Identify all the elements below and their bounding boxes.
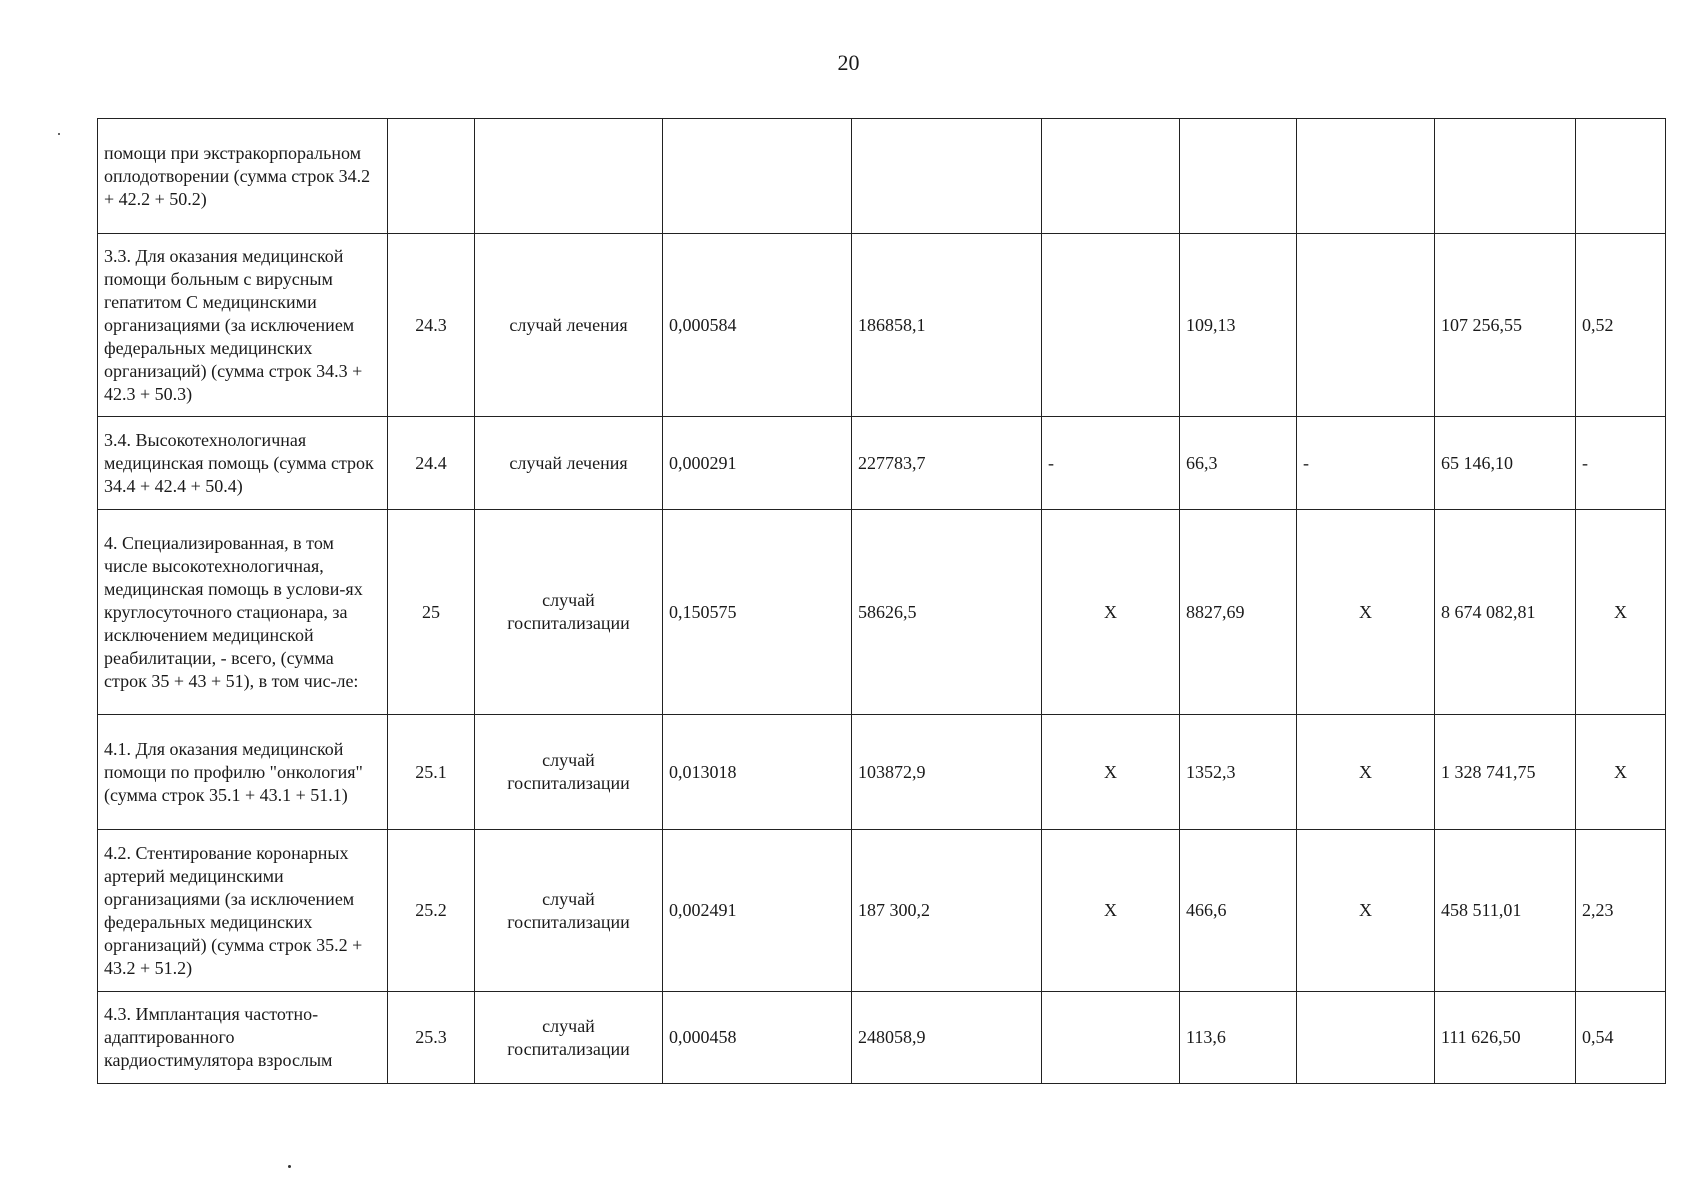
row-unit: случай госпитализации <box>475 510 663 715</box>
row-cost: 186858,1 <box>852 234 1042 417</box>
table-row <box>98 510 1666 715</box>
row-unit: случай госпитализации <box>475 830 663 992</box>
row-name: помощи при экстракорпоральном оплодотворении (сумма строк 34.2 + 42.2 + 50.2) <box>98 119 388 234</box>
row-number: 24.4 <box>388 417 475 510</box>
table-row <box>98 119 1666 234</box>
row-unit <box>475 119 663 234</box>
row-c9: 8 674 082,81 <box>1435 510 1576 715</box>
row-c9: 65 146,10 <box>1435 417 1576 510</box>
row-name: 4.3. Имплантация частотно-адаптированного кардиостимулятора взрослым <box>98 992 388 1084</box>
row-c8: X <box>1297 715 1435 830</box>
row-c9 <box>1435 119 1576 234</box>
row-c10: 2,23 <box>1576 830 1666 992</box>
row-c8 <box>1297 234 1435 417</box>
row-norm: 0,150575 <box>663 510 852 715</box>
row-c7: 8827,69 <box>1180 510 1297 715</box>
row-norm: 0,000291 <box>663 417 852 510</box>
row-c7: 466,6 <box>1180 830 1297 992</box>
row-c8: X <box>1297 510 1435 715</box>
row-norm <box>663 119 852 234</box>
row-c6: X <box>1042 715 1180 830</box>
page-number: 20 <box>837 50 860 75</box>
row-c8 <box>1297 119 1435 234</box>
row-c8: X <box>1297 830 1435 992</box>
data-table <box>97 118 1666 1084</box>
row-number: 25.2 <box>388 830 475 992</box>
row-c8: - <box>1297 417 1435 510</box>
row-name: 4.1. Для оказания медицинской помощи по профилю "онкология" (сумма строк 35.1 + 43.1 + 51.1) <box>98 715 388 830</box>
row-c10: 0,54 <box>1576 992 1666 1084</box>
row-unit: случай госпитализации <box>475 992 663 1084</box>
row-norm: 0,002491 <box>663 830 852 992</box>
row-c10: 0,52 <box>1576 234 1666 417</box>
row-norm: 0,013018 <box>663 715 852 830</box>
row-cost: 187 300,2 <box>852 830 1042 992</box>
row-c7: 1352,3 <box>1180 715 1297 830</box>
row-name: 3.4. Высокотехнологичная медицинская помощь (сумма строк 34.4 + 42.4 + 50.4) <box>98 417 388 510</box>
row-c6 <box>1042 119 1180 234</box>
row-c6 <box>1042 234 1180 417</box>
row-c6 <box>1042 992 1180 1084</box>
row-c9: 458 511,01 <box>1435 830 1576 992</box>
row-c9: 111 626,50 <box>1435 992 1576 1084</box>
row-number <box>388 119 475 234</box>
scan-speck <box>58 133 60 135</box>
row-unit: случай лечения <box>475 234 663 417</box>
row-c10: X <box>1576 715 1666 830</box>
row-c6: - <box>1042 417 1180 510</box>
row-number: 24.3 <box>388 234 475 417</box>
row-c10: X <box>1576 510 1666 715</box>
row-c6: X <box>1042 830 1180 992</box>
table-row <box>98 992 1666 1084</box>
scan-speck <box>288 1165 291 1168</box>
row-c7 <box>1180 119 1297 234</box>
row-number: 25.1 <box>388 715 475 830</box>
row-cost: 227783,7 <box>852 417 1042 510</box>
row-unit: случай лечения <box>475 417 663 510</box>
table-row <box>98 715 1666 830</box>
row-c10: - <box>1576 417 1666 510</box>
row-cost <box>852 119 1042 234</box>
row-name: 4.2. Стентирование коронарных артерий медицинскими организациями (за исключением федеральных медицинских организаций) (сумма строк 35.2 + 43.2 + 51.2) <box>98 830 388 992</box>
row-c7: 66,3 <box>1180 417 1297 510</box>
row-cost: 103872,9 <box>852 715 1042 830</box>
row-c9: 107 256,55 <box>1435 234 1576 417</box>
row-c6: X <box>1042 510 1180 715</box>
row-cost: 58626,5 <box>852 510 1042 715</box>
row-name: 3.3. Для оказания медицинской помощи больным с вирусным гепатитом С медицинскими организациями (за исключением федеральных медицинских организаций) (сумма строк 34.3 + 42.3 + 50.3) <box>98 234 388 417</box>
table-row <box>98 417 1666 510</box>
row-norm: 0,000458 <box>663 992 852 1084</box>
row-c7: 109,13 <box>1180 234 1297 417</box>
row-c8 <box>1297 992 1435 1084</box>
row-number: 25 <box>388 510 475 715</box>
row-unit: случай госпитализации <box>475 715 663 830</box>
table-row <box>98 830 1666 992</box>
row-c10 <box>1576 119 1666 234</box>
row-name: 4. Специализированная, в том числе высокотехнологичная, медицинская помощь в услови-ях круглосуточного стационара, за исключением медицинской реабилитации, - всего, (сумма строк 35 + 43 + 51), в том чис-ле: <box>98 510 388 715</box>
row-cost: 248058,9 <box>852 992 1042 1084</box>
row-number: 25.3 <box>388 992 475 1084</box>
row-c7: 113,6 <box>1180 992 1297 1084</box>
table-row <box>98 234 1666 417</box>
row-norm: 0,000584 <box>663 234 852 417</box>
row-c9: 1 328 741,75 <box>1435 715 1576 830</box>
